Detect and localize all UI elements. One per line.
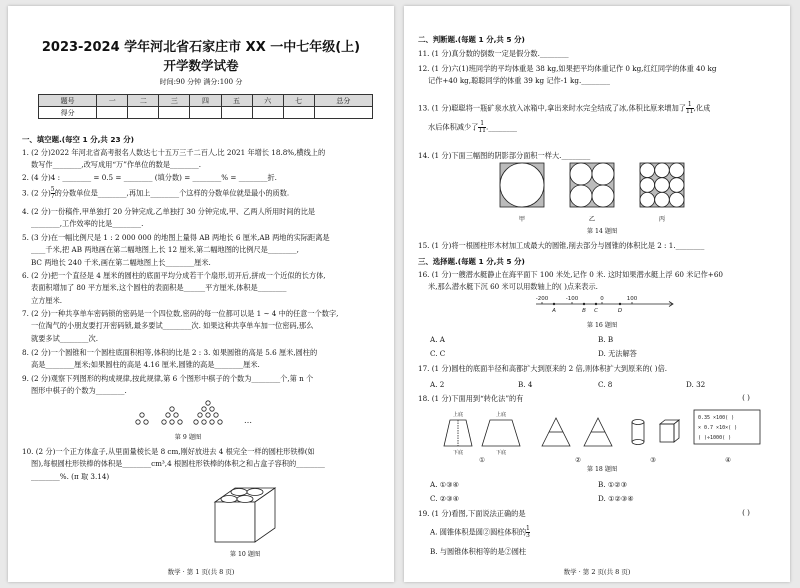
question-2 [22,172,384,184]
option-d[interactable]: D. ①②③④ [598,494,634,503]
ellipsis: … [244,416,252,425]
pattern-circle [136,420,140,424]
score-header-cell: 题号 [39,95,97,107]
numerator: 5 [50,186,55,193]
question-text: 10. (2 分)一个正方体盒子,从里面量棱长是 8 cm,刚好放进去 4 根完全一样的圆柱形铁棒(如 [22,447,315,456]
cylinder-top [237,496,253,503]
fraction [526,526,530,539]
tick-label: 100 [626,296,638,302]
point-label: C [594,308,598,314]
question-text: ____千米,把 AB 两地画在第二幅地图上,长 12 厘米,第二幅地图的比例尺是________, [31,245,299,255]
figure-18 [438,406,778,464]
section-true-false: 二、判断题.(每题 1 分,共 5 分) [418,35,525,44]
score-cell[interactable] [314,107,372,119]
page-footer: 数学 · 第 1 页(共 8 页) [167,568,235,576]
exam-meta: 时间:90 分钟 满分:100 分 [159,78,243,86]
circle-bing [669,192,684,207]
question-text: 11. (1 分)真分数的倒数一定是假分数.________ [418,49,569,58]
question-line [430,526,780,539]
question-7 [22,308,384,345]
question-text: 9. (2 分)观察下列图形的构成规律,按此规律,第 6 个图形中棋子的个数为________个,第 n 个 [22,374,314,383]
figure-14-label: 甲 [518,216,526,223]
score-cell[interactable] [190,107,221,119]
question-text: 图),每根圆柱形铁棒的体积是________cm³,4 根圆柱形铁棒的体积之和占盒子容积的________ [31,459,325,469]
question-text: 2. (4 分)4 : ________ = 0.5 = ________ (填分数) = ________% = ________折. [22,173,277,182]
figure-label: 上底 [452,412,464,418]
option-text: A. 圆锥体积是圆②圆柱体积的 [430,527,527,537]
pattern-circle [178,420,182,424]
question-18 [418,393,780,405]
figure-14-label: 丙 [658,216,666,223]
question-text: 表面积增加了 80 平方厘米,这个圆柱的表面积是______平方厘米,体积是________ [31,283,287,293]
pattern-circle [162,420,166,424]
circle-bing [640,163,655,178]
point-label: B [582,308,586,314]
cylinder-bottom [632,440,644,445]
question-text: 5. (3 分)在一幅比例尺是 1 : 2 000 000 的地图上量得 AB 两地长 6 厘米,AB 两地的实际距离是 [22,233,330,242]
question-12 [418,63,780,88]
denominator: 3 [526,532,530,539]
cylinder-top [231,489,247,496]
tick-label: 0 [600,296,604,302]
circle-bing [640,178,655,193]
denominator: 11 [685,108,694,115]
pattern-circle [210,407,214,411]
score-header-cell: 七 [283,95,314,107]
pattern-circle [214,413,218,417]
figure-16-number-line [532,296,682,320]
pattern-circle [140,413,144,417]
question-text: 立方厘米. [31,295,63,305]
question-11 [418,48,780,60]
question-text: 6. (2 分)把一个直径是 4 厘米的圆柱的底面平均分成若干个扇形,切开后,拼成一个近似的长方体, [22,271,326,280]
circle-bing [640,192,655,207]
figure-number: ④ [725,456,731,464]
question-17 [418,363,780,375]
pattern-circle [144,420,148,424]
circle-bing [669,178,684,193]
question-text: 4. (2 分)一份稿件,甲单独打 20 分钟完成,乙单独打 30 分钟完成,甲、乙两人所用时间的比是 [22,207,316,216]
question-text: 18. (1 分)下面用到“转化法”的有 [418,394,524,403]
score-cell[interactable] [283,107,314,119]
score-cell[interactable] [221,107,252,119]
circle-yi [570,163,592,185]
section-multiple-choice: 三、选择题.(每题 1 分,共 5 分) [418,257,525,266]
figure-18-caption: 第 18 题图 [586,466,618,473]
exam-title: 2023-2024 学年河北省石家庄市 XX 一中七年级(上) [41,40,361,55]
figure-label: 上底 [495,412,507,418]
score-row-label: 得分 [39,107,97,119]
score-cell[interactable] [128,107,159,119]
question-text: .________ [485,122,518,132]
denominator: 7 [50,193,55,200]
question-14 [418,150,780,162]
question-text: 17. (1 分)圆柱的底面半径和高都扩大到原来的 2 倍,则体积扩大到原来的( )倍. [418,364,668,373]
question-5 [22,232,384,269]
score-table [38,94,373,119]
calc-line: ( )÷1000( ) [698,435,732,441]
score-cell[interactable] [97,107,128,119]
cylinder-top [221,496,237,503]
pattern-circle [194,420,198,424]
pattern-circle [210,420,214,424]
point-label: A [552,308,556,314]
pattern-circle [170,420,174,424]
option-b[interactable]: B. B [598,335,614,344]
question-text: 记作+40 kg,聪聪同学的体重 39 kg 记作-1 kg.________ [428,76,610,86]
question-text: ________%. (π 取 3.14) [31,471,110,481]
question-10 [22,446,384,483]
option-a[interactable]: A. ①③④ [430,480,460,489]
numerator: 1 [687,101,692,108]
figure-14 [500,163,760,213]
score-header-cell: 三 [159,95,190,107]
question-text: 7. (2 分)一种共享单车密码锁的密码是一个四位数,密码的每一位都可以是 1 ~ 4 中的任意一个数字, [22,309,339,318]
question-line [418,121,780,134]
question-text: 米,那么潜水艇下沉 60 米可以用数轴上的( )点来表示. [428,282,598,292]
cylinder-top [632,420,644,425]
figure-10-caption: 第 10 题图 [229,551,261,558]
option-a[interactable]: A. 2 [430,380,445,389]
calc-line: 0.35 ×100( ) [698,415,735,421]
question-text: ,化成 [693,103,711,113]
question-text: 13. (1 分)聪聪将一瓶矿泉水放入冰箱中,拿出来时水完全结成了冰,体积比原来增加了 [418,103,686,113]
question-text: BC 两地长 240 千米,画在第二幅地图上长________厘米. [31,257,211,267]
question-text: 12. (1 分)六(1)班同学的平均体重是 38 kg,如果把平均体重记作 0 kg,红红同学的体重 40 kg [418,64,717,73]
question-3 [22,187,384,200]
question-4 [22,206,384,231]
calc-line: × 0.7 ×10×( ) [698,425,738,431]
question-1 [22,147,384,172]
pattern-circle [166,413,170,417]
option-d[interactable]: D. 无法解答 [598,349,637,358]
point-b [583,303,585,305]
point-c [595,303,597,305]
numerator: 1 [480,120,485,127]
page-2 [404,6,790,582]
pattern-circle [202,407,206,411]
question-text: 数写作________,改写成用“万”作单位的数是________. [31,160,202,170]
question-text: 图形中棋子的个数为________. [31,386,127,396]
circle-bing [655,163,670,178]
figure-label: 下底 [495,450,507,456]
option-c[interactable]: C. ②③④ [430,494,460,503]
score-cell[interactable] [252,107,283,119]
question-text: 就要多试________次. [31,333,98,343]
question-15 [418,240,780,252]
question-6 [22,270,384,307]
option-b[interactable]: B. 4 [518,380,533,389]
pattern-circle [206,413,210,417]
answer-paren[interactable]: ( ) [742,508,750,517]
question-line [418,102,780,115]
figure-10 [205,484,285,546]
score-table-header [39,95,373,107]
box-front [215,502,255,542]
option-c[interactable]: C. 8 [598,380,613,389]
option-d[interactable]: D. 32 [686,380,706,389]
score-header-cell: 总分 [314,95,372,107]
circle-yi [570,185,592,207]
question-19-option-b[interactable] [418,546,780,558]
question-text: 15. (1 分)将一根圆柱形木材加工成最大的圆锥,削去部分与圆锥的体积比是 2 : 1.________ [418,241,705,250]
score-header-cell: 二 [128,95,159,107]
question-text: 水后体积减少了 [428,122,479,132]
question-text: 高是________厘米;如果圆柱的高是 4.16 厘米,圆锥的高是________厘米. [31,360,260,370]
question-text: 一位淘气的小朋友要打开密码锁,最多要试________次. 如果这种共享单车加一位密码,那么 [31,321,314,331]
circle-bing [669,163,684,178]
tick-label: -100 [565,296,579,302]
question-8 [22,347,384,372]
question-19 [418,508,780,520]
circle-yi [592,185,614,207]
numerator: 1 [526,525,530,532]
pattern-circle [198,413,202,417]
box-side [674,420,679,442]
score-header-cell: 四 [190,95,221,107]
question-text: 19. (1 分)看图,下面说法正确的是 [418,509,526,518]
figure-number: ② [575,456,581,464]
page-footer: 数学 · 第 2 页(共 8 页) [563,568,631,576]
fraction [686,102,694,115]
pattern-circle [206,401,210,405]
page-1 [8,6,394,582]
trapezoid-2 [482,420,520,446]
answer-paren[interactable]: ( ) [742,393,750,402]
score-header-cell: 一 [97,95,128,107]
question-text: 8. (2 分)一个圆锥和一个圆柱底面积相等,体积的比是 2 : 3. 如果圆锥的高是 5.6 厘米,圆柱的 [22,348,318,357]
circle-yi [592,163,614,185]
score-header-cell: 六 [252,95,283,107]
option-b[interactable]: B. ①②③ [598,480,628,489]
figure-9-caption: 第 9 题图 [174,434,202,441]
figure-14-label: 乙 [588,216,596,223]
section-fill-blank: 一、填空题.(每空 1 分,共 23 分) [22,135,134,144]
fraction [478,121,486,134]
question-text: 14. (1 分)下面三幅图的阴影部分面积一样大.________ [418,151,591,160]
point-a [553,303,555,305]
question-16 [418,269,780,294]
point-label: D [617,308,623,314]
point-d [619,303,621,305]
figure-number: ③ [650,456,656,464]
exam-subtitle: 开学数学试卷 [163,58,239,73]
pattern-circle [202,420,206,424]
pattern-circle [170,407,174,411]
score-table-row [39,107,373,119]
question-13 [418,102,780,134]
option-c[interactable]: C. C [430,349,446,358]
question-text: ________,工作效率的比是________. [31,219,144,229]
cylinder-top [247,489,263,496]
question-line [22,187,384,200]
figure-16-caption: 第 16 题图 [586,322,618,329]
pattern-circle [174,413,178,417]
figure-9 [22,401,382,431]
circle-bing [655,192,670,207]
figure-label: 下底 [452,450,464,456]
box-front [660,424,674,442]
figure-number: ① [479,456,485,464]
denominator: 11 [478,127,486,134]
score-cell[interactable] [159,107,190,119]
question-text: 3. (2 分) [22,188,51,198]
score-header-cell: 五 [221,95,252,107]
question-19-option-a[interactable] [418,526,780,539]
question-text: 的分数单位是________,再加上________个这样的分数单位就是最小的质数. [54,188,290,198]
option-a[interactable]: A. A [430,335,445,344]
option-text: B. 与圆锥体积相等的是②圆柱 [430,547,527,556]
figure-14-caption: 第 14 题图 [586,228,618,235]
circle-bing [655,178,670,193]
circle-jia [500,163,544,207]
question-text: 16. (1 分)一艘潜水艇静止在海平面下 100 米处,记作 0 米. 这时如果潜水艇上浮 60 米记作+60 [418,270,723,279]
tick-label: -200 [535,296,549,302]
pattern-circle [218,420,222,424]
question-9 [22,373,384,398]
question-text: 1. (2 分)2022 年河北省高考报名人数达七十五万三千二百人,比 2021 年增长 18.8%,横线上的 [22,148,326,157]
